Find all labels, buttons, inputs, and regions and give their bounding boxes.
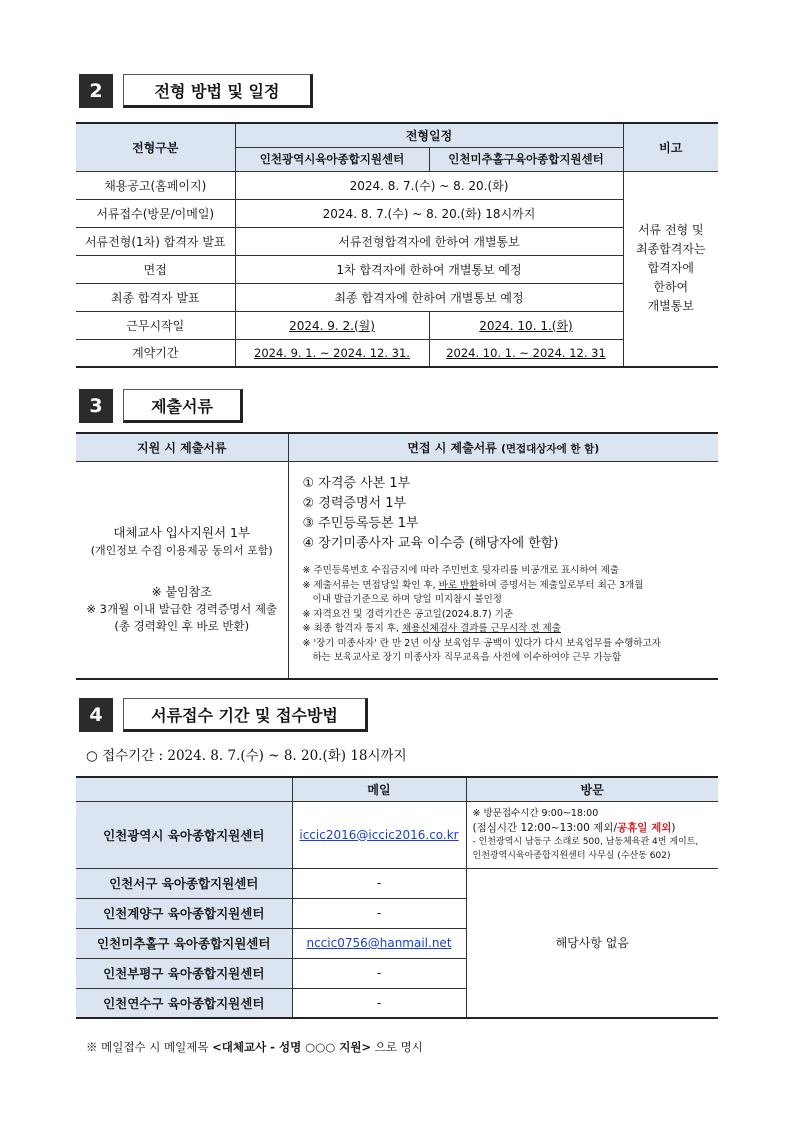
row-value: 2024. 8. 7.(수) ~ 8. 20.(화) 18시까지 (235, 199, 623, 227)
row-label: 채용공고(홈페이지) (76, 171, 235, 199)
header-schedule: 전형일정 (235, 123, 623, 147)
contract-a: 2024. 9. 1. ~ 2024. 12. 31. (235, 339, 429, 367)
header-center-a: 인천광역시육아종합지원센터 (235, 147, 429, 171)
section-title: 제출서류 (123, 389, 243, 423)
row-value: 2024. 8. 7.(수) ~ 8. 20.(화) (235, 171, 623, 199)
org-name: 인천부평구 육아종합지원센터 (76, 958, 292, 988)
row-label: 최종 합격자 발표 (76, 283, 235, 311)
section-number: 4 (79, 698, 113, 732)
remark-cell (623, 171, 718, 367)
header-blank (76, 777, 292, 801)
mail-link[interactable]: nccic0756@hanmail.net (306, 936, 452, 950)
remark-line: 합격자에 (647, 261, 694, 276)
submission-table (76, 776, 718, 1019)
header-interview-docs-label: 면접 시 제출서류 (407, 440, 497, 455)
doc-note: ※ 제출서류는 면접당일 확인 후, 바로 반환하며 증명서는 제출일로부터 최근 3개월 (302, 579, 644, 591)
doc-note: ※ 주민등록번호 수집금지에 따라 주민번호 뒷자리를 비공개로 표시하여 제출 (302, 565, 620, 576)
remark-line: 서류 전형 및 (637, 223, 704, 238)
schedule-table (76, 122, 718, 368)
contract-b: 2024. 10. 1. ~ 2024. 12. 31 (429, 339, 623, 367)
documents-table (76, 432, 718, 680)
mail-cell: - (292, 868, 466, 898)
visit-info (466, 801, 718, 868)
org-name: 인천계양구 육아종합지원센터 (76, 898, 292, 928)
header-remark: 비고 (623, 123, 718, 171)
header-interview-docs (288, 433, 718, 461)
org-name: 인천연수구 육아종합지원센터 (76, 988, 292, 1018)
section-title: 서류접수 기간 및 접수방법 (123, 698, 368, 732)
visit-none: 해당사항 없음 (466, 868, 718, 1018)
doc-item: ③ 주민등록등본 1부 (302, 516, 419, 531)
org-name: 인천광역시 육아종합지원센터 (76, 801, 292, 868)
mail-subject-note: ※ 메일접수 시 메일제목 <대체교사 - 성명 ○○○ 지원> 으로 명시 (86, 1040, 423, 1054)
section-number: 3 (79, 389, 113, 423)
visit-line: ※ 방문접수시간 9:00~18:00 (472, 807, 599, 819)
apply-doc-main: 대체교사 입사지원서 1부 (113, 524, 251, 540)
row-label: 계약기간 (76, 339, 235, 367)
doc-note: 하는 보육교사로 장기 미종사자 직무교육을 사전에 이수하여야 근무 가능함 (312, 652, 622, 663)
header-interview-docs-note: (면접대상자에 한 함) (501, 442, 600, 455)
mail-cell (292, 801, 466, 868)
start-date-b: 2024. 10. 1.(화) (429, 311, 623, 339)
header-apply-docs: 지원 시 제출서류 (76, 433, 288, 461)
apply-doc-sub: (개인정보 수집 이용제공 동의서 포함) (90, 543, 273, 557)
row-label: 서류접수(방문/이메일) (76, 199, 235, 227)
interview-docs-cell (288, 461, 718, 679)
org-name: 인천미추홀구 육아종합지원센터 (76, 928, 292, 958)
attach-note-2: (총 경력확인 후 바로 반환) (114, 619, 250, 634)
row-value: 서류전형합격자에 한하여 개별통보 (235, 227, 623, 255)
header-mail: 메일 (292, 777, 466, 801)
remark-line: 최종합격자는 (635, 242, 706, 257)
doc-note: ※ 최종 합격자 통지 후, 채용신체검사 결과를 근무시작 전 제출 (302, 623, 561, 634)
mail-cell (292, 928, 466, 958)
section-2-header (79, 74, 314, 108)
header-category: 전형구분 (76, 123, 235, 171)
doc-item: ① 자격증 사본 1부 (302, 476, 411, 491)
doc-note: 이내 발급기준으로 하며 당일 미지참시 불인정 (312, 594, 502, 605)
remark-line: 개별통보 (647, 299, 694, 314)
section-3-header (79, 389, 244, 423)
doc-note: ※ '장기 미종사자' 란 만 2년 이상 보육업무 공백이 있다가 다시 보육업무를 수행하고자 (302, 637, 661, 649)
doc-item: ④ 장기미종사자 교육 이수증 (해당자에 한함) (302, 536, 559, 551)
row-label: 서류전형(1차) 합격자 발표 (76, 227, 235, 255)
row-label: 근무시작일 (76, 311, 235, 339)
apply-docs-cell (76, 461, 288, 679)
attach-note: ※ 붙임참조 (151, 585, 212, 600)
row-label: 면접 (76, 255, 235, 283)
header-center-b: 인천미추홀구육아종합지원센터 (429, 147, 623, 171)
mail-cell: - (292, 988, 466, 1018)
org-name: 인천서구 육아종합지원센터 (76, 868, 292, 898)
section-4-header (79, 698, 369, 732)
remark-line: 한하여 (653, 280, 689, 295)
visit-line: - 인천광역시 남동구 소래로 500, 남동체육관 4번 게이트, (472, 836, 699, 847)
row-value: 최종 합격자에 한하여 개별통보 예정 (235, 283, 623, 311)
header-visit: 방문 (466, 777, 718, 801)
visit-line: 인천광역시육아종합지원센터 사무실 (수산동 602) (472, 850, 671, 861)
doc-item: ② 경력증명서 1부 (302, 496, 407, 511)
application-period: ○ 접수기간 : 2024. 8. 7.(수) ~ 8. 20.(화) 18시까지 (86, 748, 407, 764)
attach-note-1: ※ 3개월 이내 발급한 경력증명서 제출 (86, 602, 278, 617)
start-date-a: 2024. 9. 2.(월) (235, 311, 429, 339)
row-value: 1차 합격자에 한하여 개별통보 예정 (235, 255, 623, 283)
visit-line: (점심시간 12:00~13:00 제외/공휴일 제외) (472, 821, 676, 834)
section-number: 2 (79, 74, 113, 108)
section-title: 전형 방법 및 일정 (123, 74, 313, 108)
mail-link[interactable]: iccic2016@iccic2016.co.kr (299, 827, 459, 842)
doc-note: ※ 자격요건 및 경력기간은 공고일(2024.8.7) 기준 (302, 608, 513, 620)
mail-cell: - (292, 898, 466, 928)
mail-cell: - (292, 958, 466, 988)
